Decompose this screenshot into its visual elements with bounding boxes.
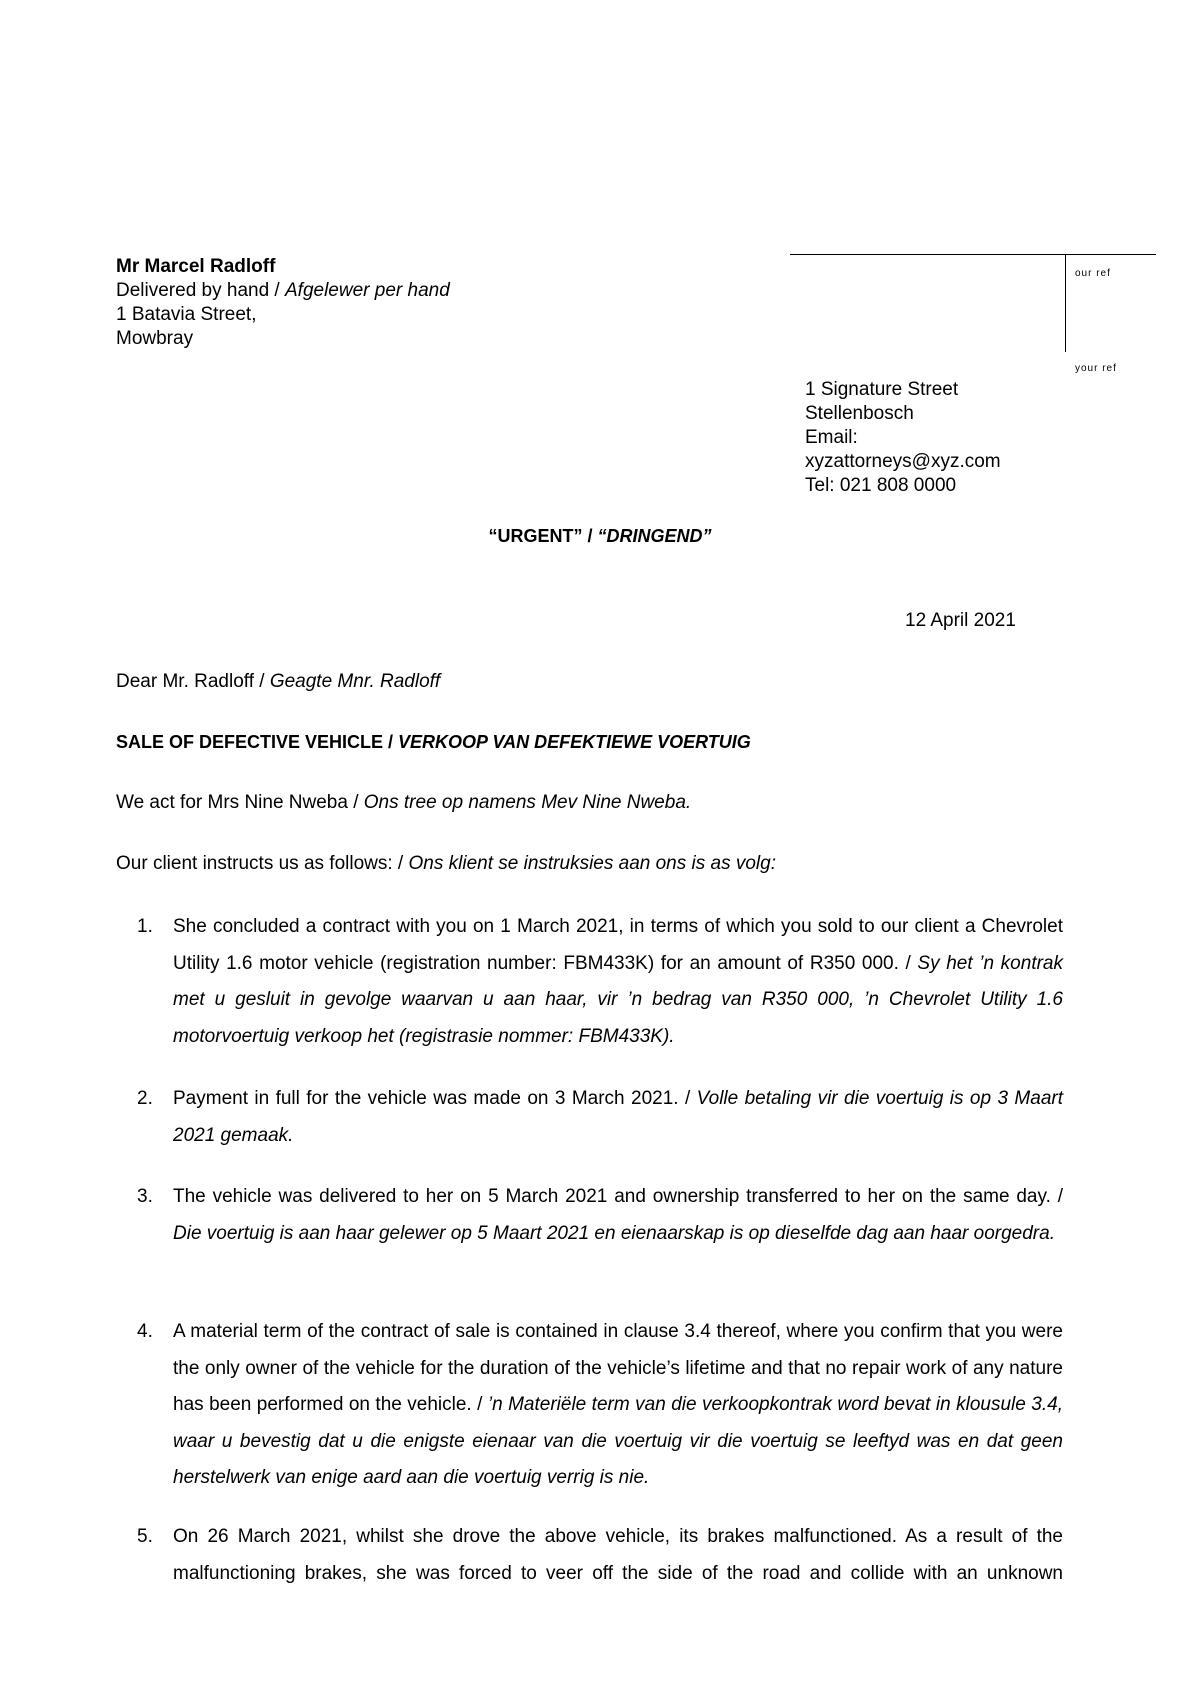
your-ref-label: your ref — [1075, 363, 1117, 374]
sender-tel: Tel: 021 808 0000 — [805, 475, 957, 496]
recipient-street: 1 Batavia Street, — [116, 304, 257, 325]
subject-af: VERKOOP VAN DEFEKTIEWE VOERTUIG — [398, 732, 751, 752]
paragraph-number: 3. — [137, 1186, 153, 1207]
salutation — [116, 670, 440, 694]
sender-email: xyzattorneys@xyz.com — [805, 451, 1001, 472]
salutation-af: Geagte Mnr. Radloff — [269, 671, 441, 692]
recipient-block — [116, 255, 450, 351]
urgent-heading — [0, 526, 1200, 547]
recipient-name: Mr Marcel Radloff — [116, 256, 276, 277]
delivery-method — [116, 279, 450, 303]
paragraph-4-af: ’n Materiële term van die verkoopkontrak word bevat in klousule 3.4, waar u bevestig dat u die enigste eienaar van die voertuig vir die voertuig se leeftyd was en dat geen herstelwerk van enige aard aan die voertuig verrig is nie. — [173, 1394, 1063, 1488]
subject-en: SALE OF DEFECTIVE VEHICLE / — [116, 732, 399, 752]
letter-date: 12 April 2021 — [905, 610, 1016, 631]
intro-act-for — [116, 791, 691, 815]
urgent-af: “DRINGEND” — [597, 526, 712, 546]
sender-address-block — [805, 378, 1001, 498]
subject-line — [116, 730, 751, 754]
paragraph-number: 1. — [137, 916, 153, 937]
delivery-en: Delivered by hand / — [116, 280, 285, 301]
paragraph-1 — [173, 909, 1063, 1055]
delivery-af: Afgelewer per hand — [285, 280, 450, 301]
paragraph-3-en: The vehicle was delivered to her on 5 March 2021 and ownership transferred to her on the same day. / — [173, 1186, 1063, 1207]
intro-instructions-af: Ons klient se instruksies aan ons is as volg: — [408, 853, 777, 874]
paragraph-2 — [173, 1081, 1063, 1154]
paragraph-4 — [173, 1314, 1063, 1497]
recipient-suburb: Mowbray — [116, 328, 194, 349]
urgent-en: “URGENT” / — [488, 526, 598, 546]
reference-box-top-rule — [790, 254, 1156, 255]
paragraph-5 — [173, 1519, 1063, 1592]
paragraph-2-af: Volle betaling vir die voertuig is op 3 Maart 2021 gemaak. — [173, 1088, 1063, 1146]
paragraph-number: 5. — [137, 1526, 153, 1547]
intro-instructions-en: Our client instructs us as follows: / — [116, 853, 409, 874]
paragraph-1-en: She concluded a contract with you on 1 March 2021, in terms of which you sold to our client a Chevrolet Utility 1.6 motor vehicle (registration number: FBM433K) for an amount of R350 000. / — [173, 916, 1063, 974]
intro-act-for-af: Ons tree op namens Mev Nine Nweba. — [363, 792, 692, 813]
paragraph-4-en: A material term of the contract of sale is contained in clause 3.4 thereof, where you confirm that you were the only owner of the vehicle for the duration of the vehicle’s lifetime and that no repair work of any nature has been performed on the vehicle. / — [173, 1321, 1063, 1415]
our-ref-label: our ref — [1075, 268, 1111, 279]
paragraph-3 — [173, 1179, 1063, 1252]
sender-email-label: Email: — [805, 427, 858, 448]
sender-street: 1 Signature Street — [805, 379, 959, 400]
paragraph-1-af: Sy het ’n kontrak met u gesluit in gevolge waarvan u aan haar, vir ’n bedrag van R350 000, ’n Chevrolet Utility 1.6 motorvoertuig verkoop het (registrasie nommer: FBM433K). — [173, 952, 1063, 1047]
intro-act-for-en: We act for Mrs Nine Nweba / — [116, 792, 364, 813]
intro-instructions — [116, 852, 776, 876]
paragraph-number: 4. — [137, 1321, 153, 1342]
sender-town: Stellenbosch — [805, 403, 914, 424]
paragraph-number: 2. — [137, 1088, 153, 1109]
paragraph-3-af: Die voertuig is aan haar gelewer op 5 Maart 2021 en eienaarskap is op dieselfde dag aan haar oorgedra. — [173, 1222, 1055, 1244]
paragraph-2-en: Payment in full for the vehicle was made on 3 March 2021. / — [173, 1088, 697, 1109]
reference-box-divider — [1065, 254, 1066, 352]
salutation-en: Dear Mr. Radloff / — [116, 671, 270, 692]
paragraph-5-en: On 26 March 2021, whilst she drove the above vehicle, its brakes malfunctioned. As a result of the malfunctioning brakes, she was forced to veer off the side of the road and collide with an unknown — [173, 1526, 1063, 1584]
